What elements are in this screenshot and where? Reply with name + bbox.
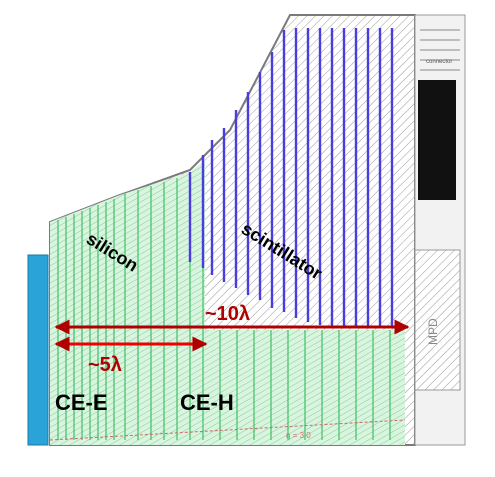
front-absorber-strip [28, 255, 48, 445]
silicon-label: silicon [82, 228, 142, 276]
depth-total-label: ~10λ [205, 303, 251, 325]
scintillator-label: scintillator [237, 218, 326, 284]
eta-label: η = 3.0 [286, 431, 311, 440]
readout-electronics-block [418, 80, 456, 200]
mpd-label: MPD [426, 318, 440, 345]
ce-h-label: CE-H [180, 390, 234, 415]
connector-label: connector [426, 59, 453, 65]
ce-e-label: CE-E [55, 390, 108, 415]
depth-ce-e-label: ~5λ [88, 354, 122, 376]
